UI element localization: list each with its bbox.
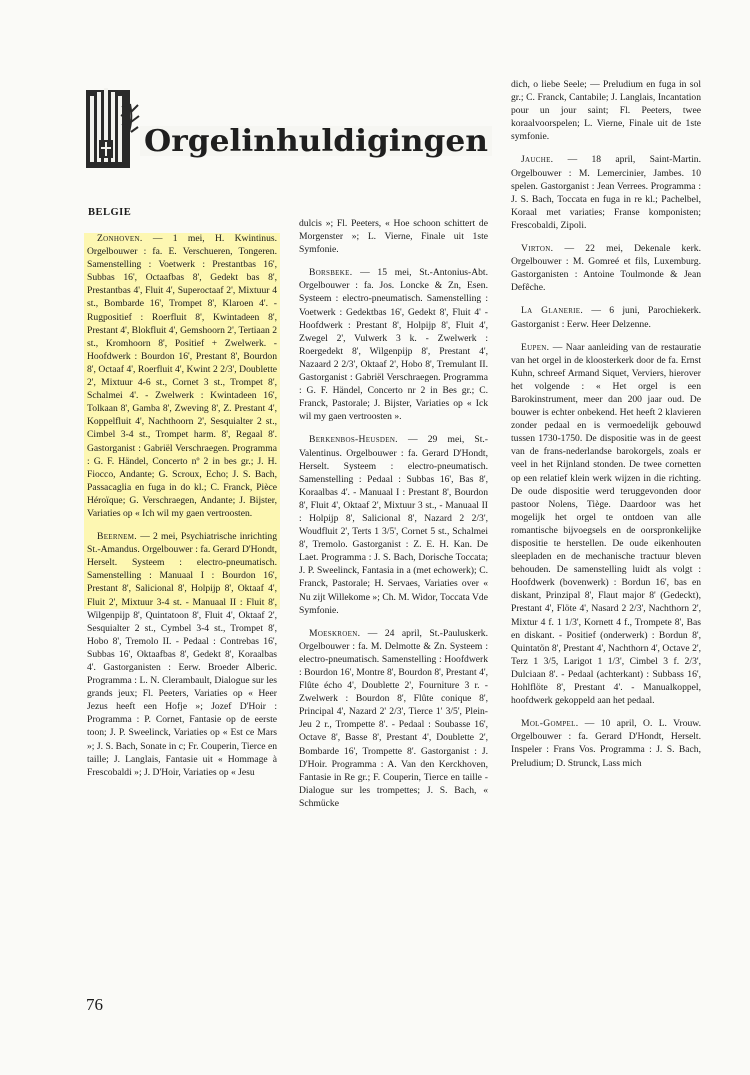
place-name: Borsbeke.: [309, 267, 353, 279]
article-entry: [87, 530, 277, 779]
article-entry: [511, 153, 701, 232]
section-heading: BELGIE: [88, 207, 132, 218]
entry-text: — 29 mei, St.-Valentinus. Orgelbouwer : fa. Gerard D'Hondt, Herselt. Systeem : electro-pneumatisch. Samenstelling : Pedaal : Subbas 16', Bas 8', Koraalbas 4'. - Manuaal I : Prestant 8', Bourdon 8', Fluit 4', Oktaaf 2', Mixtuur 3 st., - Manuaal II : Holpijp 8', Salicional 8', Nazard 2 2/3', Woudfluit 2', Terts 1 3/5', Cornet 5 st., Schalmei 8', Tremolo. Gastorganist : Z. E. H. Kan. De Laet. Programma : J. S. Bach, Dorische Toccata; J. P. Sweelinck, Fantasia in a (met echowerk); C. Franck, Pastorale; H. Servaes, Variaties over « Nu zijt Willekome »; Ch. M. Widor, Toccata Vde Symfonie.: [299, 434, 488, 616]
article-entry: [511, 717, 701, 769]
column-3: [511, 78, 701, 780]
article-entry: [299, 627, 488, 810]
place-name: Berkenbos-Heusden.: [309, 434, 398, 446]
entry-text: — 1 mei, H. Kwintinus. Orgelbouwer : fa. E. Verschueren, Tongeren. Samenstelling : Voetwerk : Prestantbas 16', Subbas 16', Octaafbas 8', Gedekt bas 8', Prestantbas 4', Fluit 4', Superoctaaf 2', Mixtuur 4 st., Bombarde 16', Trompet 8', Klaroen 4'. - Rugpositief : Roerfluit 8', Kwintadeen 8', Prestant 4', Blokfluit 4', Gemshoorn 2', Tertiaan 2 st., Kromhoorn 8', Positief + Zwelwerk. - Hoofdwerk : Bourdon 16', Prestant 8', Bourdon 8', Octaaf 4', Roerfluit 4', Kwint 2 2/3', Doublette 2', Mixtuur 4-6 st., Cornet 3 st., Trompet 8', Schalmei 4'. - Zwelwerk : Kwintadeen 16', Tolkaan 8', Gamba 8', Zweving 8', Z. Prestant 4', Koppelfluit 4', Nachthoorn 2', Sesquialter 2 st., Cimbel 3-4 st., Trompet harm. 8', Regaal 8'. Gastorganist : Gabriël Verschraegen. Programma : G. F. Händel, Concerto nº 2 in bes gr.; J. H. Fiocco, Andante; G. Scroux, Echo; J. S. Bach, Passacaglia en fuga in do kl.; C. Franck, Pièce Héroïque; G. Verschraegen, Andante; J. Bijster, Variaties op « Ich wil my gaen vertroosten.: [87, 233, 277, 519]
article-entry: [511, 78, 701, 143]
place-name: Moeskroen.: [309, 627, 361, 639]
organ-pipes-icon: [86, 88, 130, 168]
page-number: 76: [86, 995, 103, 1014]
place-name: Mol-Gompel.: [521, 718, 579, 730]
entry-text: — 24 april, St.-Pauluskerk. Orgelbouwer : fa. M. Delmotte & Zn. Systeem : electro-pneumatisch. Samenstelling : Hoofdwerk : Bourdon 16', Montre 8', Bourdon 8', Prestant 4', Flûte écho 4', Doublette 2', Fourniture 3 r. - Zwelwerk : Bourdon 8', Flûte conique 8', Principal 4', Nazard 2' 2/3', Tierce 1' 3/5', Plein-Jeu 2 r., Trompette 8'. - Pedaal : Soubasse 16', Octave 8', Basse 8', Prestant 4', Doublette 2', Bombarde 16', Trompette 8'. Gastorganist : J. D'Hoir. Programma : A. Van den Kerckhoven, Fantasie in Re gr.; F. Couperin, Tierce en taille - Dialogue sur les trompettes; J. S. Bach, « Schmücke: [299, 627, 488, 809]
column-2: [299, 217, 488, 820]
entry-text: — 2 mei, Psychiatrische inrichting St.-Amandus. Orgelbouwer : fa. Gerard D'Hondt, Herselt. Systeem : electro-pneumatisch. Samenstelling : Manuaal I : Bourdon 16', Prestant 8', Salicional 8', Holpijp 8', Oktaaf 4', Fluit 2', Mixtuur 3-4 st. - Manuaal II : Fluit 8', Wilgenpijp 8', Quintatoon 8', Fluit 4', Oktaaf 2', Sesquialter 2 st., Cymbel 3-4 st., Trompet 8', Hobo 8', Tremolo II. - Pedaal : Contrebas 16', Subbas 16', Oktaafbas 8', Gedekt 8', Koraalbas 4'. Gastorganisten : Eerw. Broeder Alberic. Programma : L. N. Clerambault, Dialogue sur les grands jeux; Fl. Peeters, Variaties op « Heer Jezus heeft een Hofje »; Jozef D'Hoir : Programma : P. Cornet, Fantasie op de eerste toon; J. P. Sweelinck, Variaties op « Est ce Mars »; J. S. Bach, Sonate in c; Fr. Couperin, Tierce en taille; J. Langlais, Fantasie uit « Hommage à Frescobaldi »; J. D'Hoir, Variaties op « Jesu: [87, 531, 277, 778]
entry-text: — Naar aanleiding van de restauratie van het orgel in de kloosterkerk door de fa. Ernst Kuhn, schreef Armand Siquet, Verviers, hierover het volgende : « Het orgel is een Barokinstrument, meer dan 200 jaar oud. De bouwer is echter onbekend. Het heeft 2 klavieren zonder pedaal en is vermoedelijk gebouwd tussen 1730-1750. De dispositie was in de geest van de frans-nederlandse barokorgels, zoals er veel in het Rijnland stonden. De twee cornetten op een relatief klein werk wijzen in die richting. De oude dispositie werd teruggevonden door pastoor Nolens, Tiège. Daardoor was het mogelijk het orgel te ontdoen van alle romantische bijvoegsels en de oorspronkelijke dispositie te herstellen. De oude eikenhouten sleepladen en de mechanische tractuur bleven behouden. De samenstelling luidt als volgt : Hoofdwerk (bovenwerk) : Bordun 16', bas en diskant, Prinzipal 8', Flaut major 8' (Gedeckt), Prestant 4', Flöte 4', Nasard 2 2/3', Nachthorn 2', Mixtur 4 f. 1 1/3', Kornett 4 f., Trompete 8', Bas en diskant. - Positief (onderwerk) : Bordun 8', Quintatön 8', Prestant 4', Nachthorn 4', Octave 2', Terz 1 3/5, Larigot 1 1/3', Cimbel 3 f. 2/3', Dulciaan 8'. - Pedaal (achterkant) : Subbass 16', Hohlflöte 8', Prestant 4'. - Manualkoppel, hoofdwerk gekoppeld aan het pedaal.: [511, 341, 701, 707]
entry-text: — 18 april, Saint-Martin. Orgelbouwer : M. Lemercinier, Jambes. 10 spelen. Gastorganist : Jean Verrees. Programma : J. S. Bach, Toccata en fuga in re kl.; Pachelbel, Koraal met variaties; Franse komponisten; Frescobaldi, Zipoli.: [511, 154, 701, 231]
article-entry: [87, 232, 277, 520]
place-name: Eupen.: [521, 341, 550, 353]
entry-text: dulcis »; Fl. Peeters, « Hoe schoon schittert de Morgenster »; L. Vierne, Finale uit 1ste Symfonie.: [299, 218, 488, 256]
place-name: Beernem.: [97, 531, 137, 543]
title-banner: [84, 82, 494, 172]
entry-text: — 15 mei, St.-Antonius-Abt. Orgelbouwer : fa. Jos. Loncke & Zn, Esen. Systeem : electro-pneumatisch. Samenstelling : Voetwerk : Gedektbas 16', Gedekt 8', Fluit 4' - Hoofdwerk : Prestant 8', Holpijp 8', Fluit 4', Zwegel 2', Vulwerk 3 k. - Zwelwerk : Roergedekt 8', Wilgenpijp 8', Prestant 4', Nazaard 2 2/3', Oktaaf 2', Hobo 8', Tremulant II. Gastorganist : Gabriël Verschraegen. Programma : G. F. Händel, Concerto nr 2 in Bes gr.; C. Franck, Pastorale; J. Bijster, Variaties op « Ick wil my gaen vertroosten ».: [299, 267, 488, 423]
article-entry: [511, 242, 701, 294]
place-name: La Glanerie.: [521, 305, 584, 317]
place-name: Zonhoven.: [97, 233, 143, 244]
entry-text: — 22 mei, Dekenale kerk. Orgelbouwer : M. Gomreé et fils, Luxemburg. Gastorganisten : Antoine Toulmonde & Jean Defêche.: [511, 243, 701, 294]
article-entry: [299, 266, 488, 423]
page-title: Orgelinhuldigingen: [144, 124, 489, 159]
column-1: [87, 232, 277, 789]
entry-text: dich, o liebe Seele; — Preludium en fuga in sol gr.; C. Franck, Cantabile; J. Langlais, Incantation pour un jour saint; Fl. Peeters, twee koraalvoorspelen; L. Vierne, Finale uit de 1ste symfonie.: [511, 79, 701, 143]
place-name: Virton.: [521, 243, 554, 255]
article-entry: [299, 217, 488, 256]
article-entry: [511, 341, 701, 708]
place-name: Jauche.: [521, 154, 554, 166]
article-entry: [511, 304, 701, 330]
entry-text: — 10 april, O. L. Vrouw. Orgelbouwer : fa. Gerard D'Hondt, Herselt. Inspeler : Frans Vos. Programma : J. S. Bach, Preludium; D. Strunck, Lass mich: [511, 718, 701, 769]
article-entry: [299, 433, 488, 616]
entry-text: — 6 juni, Parochiekerk. Gastorganist : Eerw. Heer Delzenne.: [511, 305, 701, 330]
